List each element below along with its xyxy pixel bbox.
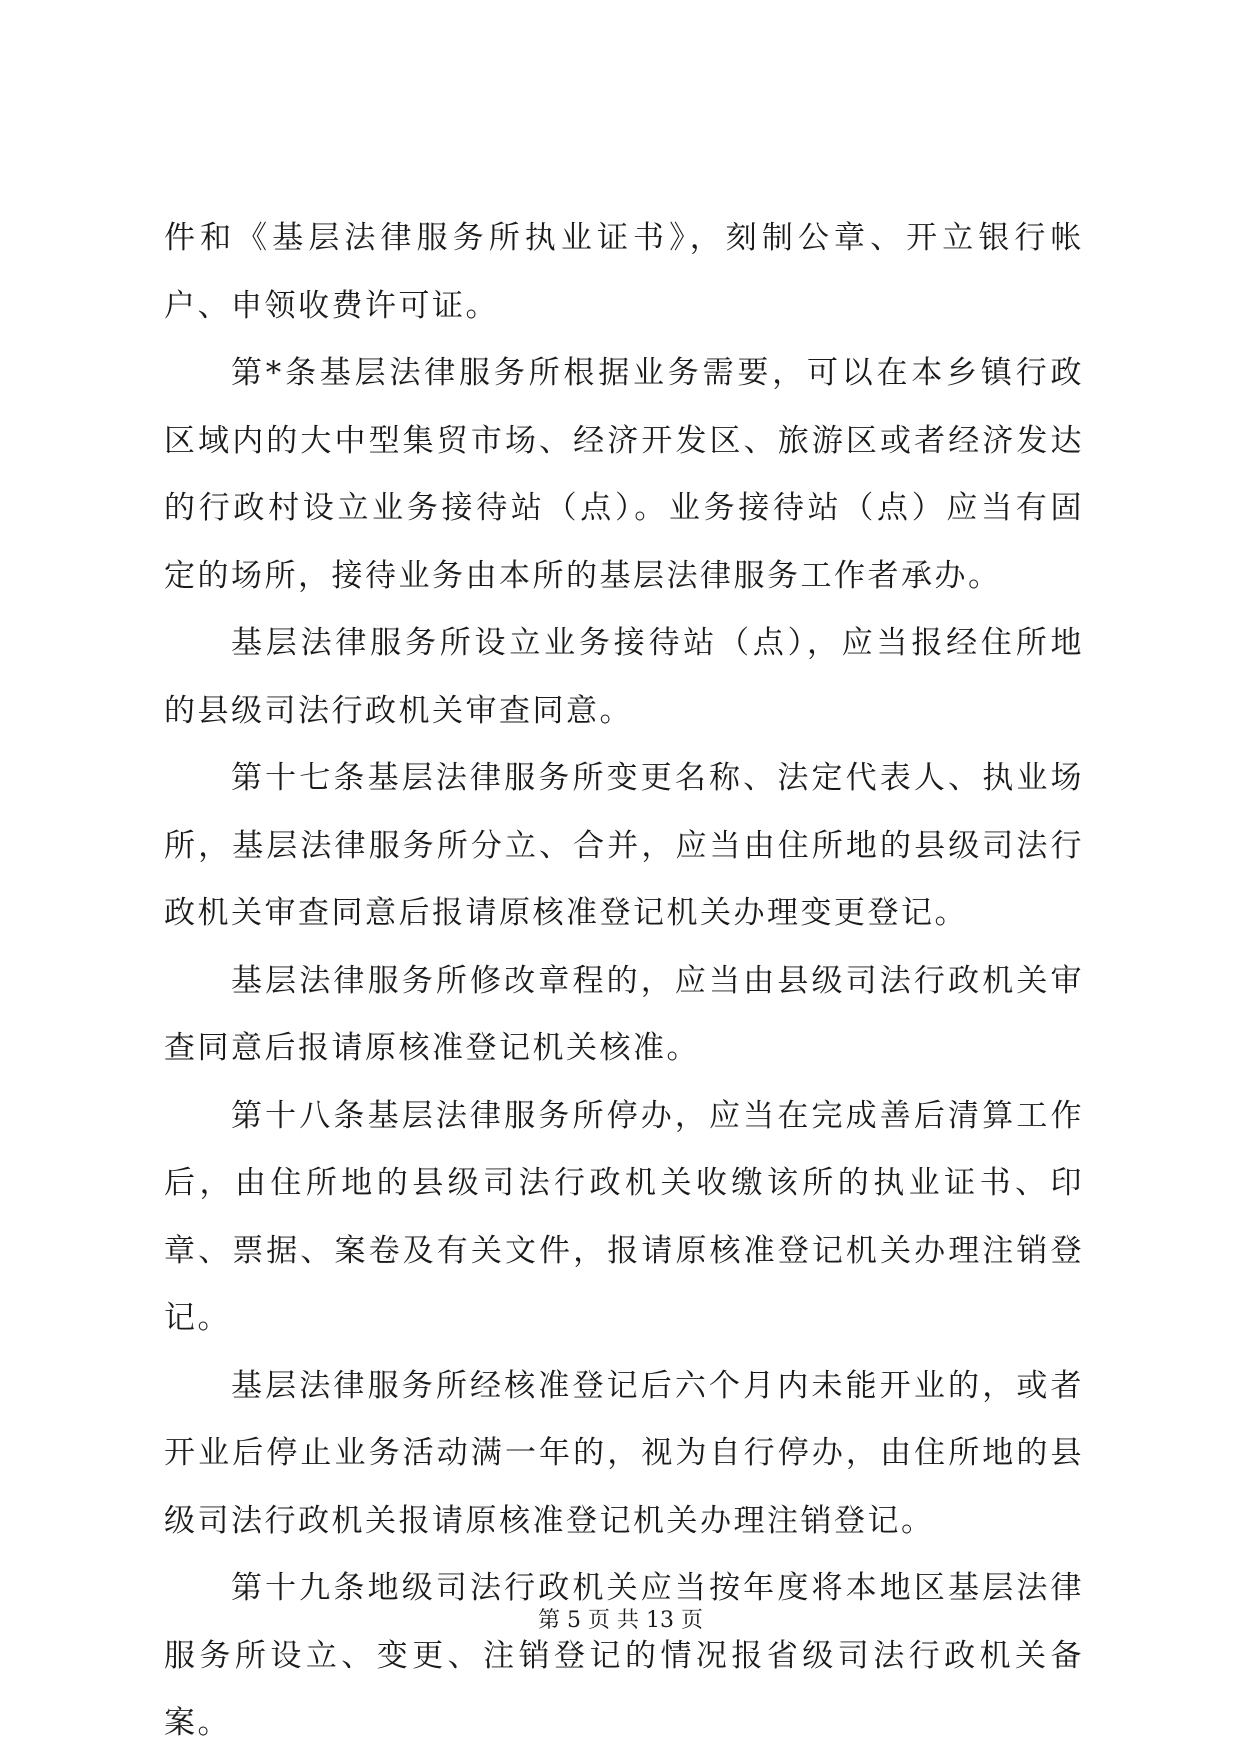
paragraph-1: 件和《基层法律服务所执业证书》，刻制公章、开立银行帐户、申领收费许可证。 [164,220,1084,324]
paragraph-8: 第十九条地级司法行政机关应当按年度将本地区基层法律服务所设立、变更、注销登记的情况报省级司法行政机关备案。 [164,1570,1084,1741]
paragraph-2: 第*条基层法律服务所根据业务需要，可以在本乡镇行政区域内的大中型集贸市场、经济开发区、旅游区或者经济发达的行政村设立业务接待站（点）。业务接待站（点）应当有固定的场所，接待业务由本所的基层法律服务工作者承办。 [164,355,1084,594]
paragraph-7: 基层法律服务所经核准登记后六个月内未能开业的，或者开业后停止业务活动满一年的，视为自行停办，由住所地的县级司法行政机关报请原核准登记机关办理注销登记。 [164,1367,1084,1539]
paragraph-5: 基层法律服务所修改章程的，应当由县级司法行政机关审查同意后报请原核准登记机关核准。 [164,962,1084,1066]
paragraph-4: 第十七条基层法律服务所变更名称、法定代表人、执业场所，基层法律服务所分立、合并，应当由住所地的县级司法行政机关审查同意后报请原核准登记机关办理变更登记。 [164,760,1084,931]
page-footer [0,1606,1241,1636]
page-number: 第 5 页 共 13 页 [538,1608,703,1633]
document-body [164,205,1084,1758]
paragraph-6: 第十八条基层法律服务所停办，应当在完成善后清算工作后，由住所地的县级司法行政机关收缴该所的执业证书、印章、票据、案卷及有关文件，报请原核准登记机关办理注销登记。 [164,1097,1084,1336]
paragraph-3: 基层法律服务所设立业务接待站（点），应当报经住所地的县级司法行政机关审查同意。 [164,625,1084,729]
